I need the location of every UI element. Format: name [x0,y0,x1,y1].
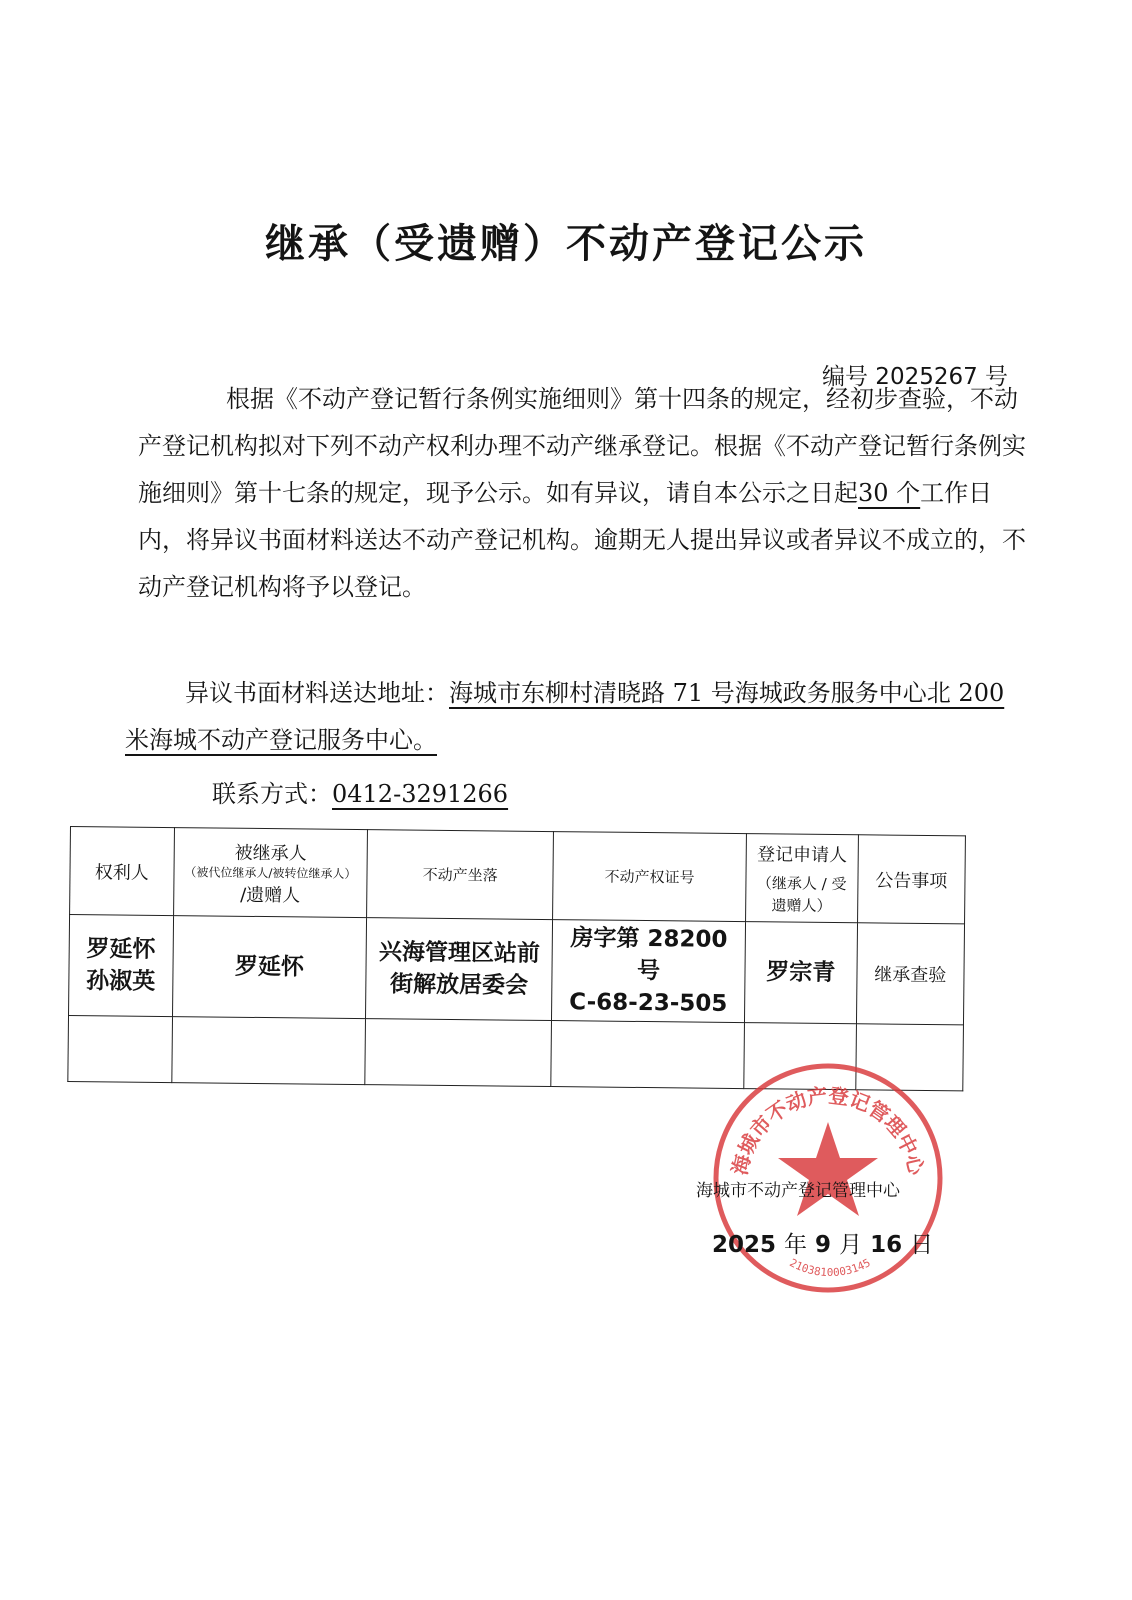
cell-location: 兴海管理区站前街解放居委会 [366,918,553,1021]
header-cert-no: 不动产权证号 [553,832,747,922]
objection-address [125,670,1025,764]
contact-line [212,771,812,818]
date-day: 16 [870,1232,903,1258]
signature-organization: 海城市不动产登记管理中心 [696,1181,900,1201]
address-label: 异议书面材料送达地址： [185,679,449,707]
cell-decedent: 罗延怀 [172,916,367,1019]
date-year-unit: 年 [784,1232,808,1258]
signature-date [712,1226,933,1259]
header-decedent: 被继承人 （被代位继承人/被转位继承人） /遗赠人 [173,828,368,918]
cell-cert-no: 房字第 28200 号 C-68-23-505 [552,920,746,1023]
cell-rights-holder: 罗延怀 孙淑英 [69,915,174,1017]
header-notice-item: 公告事项 [857,835,965,924]
date-year: 2025 [712,1232,777,1258]
notice-text-part1: 根据《不动产登记暂行条例实施细则》第十四条的规定，经初步查验，不动产登记机构拟对下列不动产权利办理不动产继承登记。根据《不动产登记暂行条例实施细则》第十七条的规定，现予公示。如有异议，请自本公示之日起 [138,385,1026,507]
header-location: 不动产坐落 [367,830,554,920]
date-day-unit: 日 [910,1232,934,1258]
header-rights-holder: 权利人 [70,827,174,916]
header-applicant: 登记申请人 （继承人 / 受遗赠人） [746,834,858,923]
date-month-unit: 月 [839,1232,863,1258]
cell-applicant: 罗宗青 [745,922,858,1024]
cell-notice-item: 继承查验 [856,923,964,1025]
page-title: 继承（受遗赠）不动产登记公示 [265,220,867,267]
contact-phone: 0412-3291266 [332,780,509,808]
svg-text:2103810003145 [787,1256,872,1279]
notice-text-part2: 工作日内，将异议书面材料送达不动产登记机构。逾期无人提出异议或者异议不成立的，不动产登记机构将予以登记。 [138,479,1026,601]
notice-paragraph [138,376,1038,611]
seal-text: 海城市不动产登记管理中心 [727,1083,929,1178]
address-value: 海城市东柳村清晓路 71 号海城政务服务中心北 200 米海城不动产登记服务中心。 [125,679,1005,754]
table-row [69,915,965,1025]
date-month: 9 [815,1232,832,1258]
contact-label: 联系方式： [212,780,332,808]
registration-table [67,826,966,1091]
document-number: 编号 2025267 号 [822,364,1009,390]
seal-code: 2103810003145 [787,1256,873,1280]
objection-days: 30 个 [858,479,921,507]
table-header-row [70,827,966,924]
